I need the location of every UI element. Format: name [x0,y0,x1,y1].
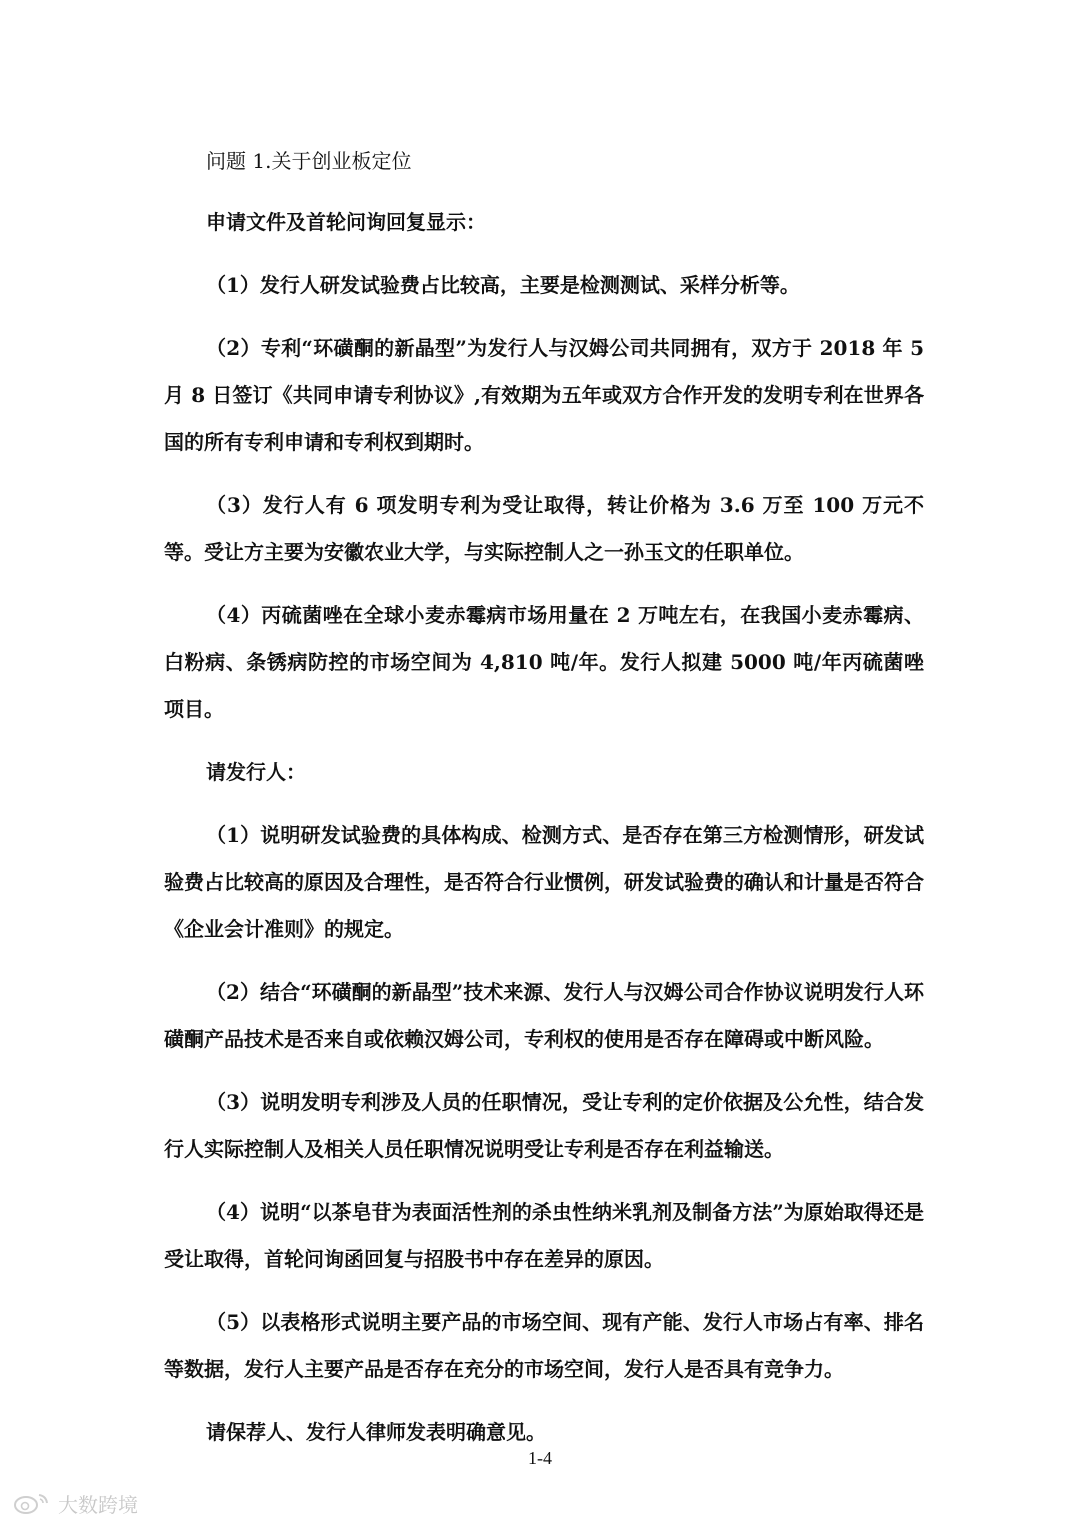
section-heading: 问题 1.关于创业板定位 [206,149,412,173]
paragraph-request-3: （3）说明发明专利涉及人员的任职情况，受让专利的定价依据及公允性，结合发行人实际控制人及相关人员任职情况说明受让专利是否存在利益输送。 [164,1090,924,1161]
paragraph-intro: 申请文件及首轮问询回复显示： [206,210,486,234]
paragraph-item-1: （1）发行人研发试验费占比较高，主要是检测测试、采样分析等。 [206,273,800,297]
weibo-logo-icon [12,1491,52,1515]
watermark-text: 大数跨境 [58,1492,138,1517]
paragraph-request-4: （4）说明“以茶皂苷为表面活性剂的杀虫性纳米乳剂及制备方法”为原始取得还是受让取得，首轮问询函回复与招股书中存在差异的原因。 [164,1200,924,1271]
paragraph-item-4: （4）丙硫菌唑在全球小麦赤霉病市场用量在 2 万吨左右，在我国小麦赤霉病、白粉病、条锈病防控的市场空间为 4,810 吨/年。发行人拟建 5000 吨/年丙硫菌唑项目。 [164,603,924,721]
paragraph-item-2: （2）专利“环磺酮的新晶型”为发行人与汉姆公司共同拥有，双方于 2018 年 5 月 8 日签订《共同申请专利协议》,有效期为五年或双方合作开发的发明专利在世界各国的所有专利申请和专利权到期时。 [164,336,924,454]
paragraph-closing: 请保荐人、发行人律师发表明确意见。 [206,1420,546,1444]
paragraph-item-3: （3）发行人有 6 项发明专利为受让取得，转让价格为 3.6 万至 100 万元不等。受让方主要为安徽农业大学，与实际控制人之一孙玉文的任职单位。 [164,493,924,564]
document-body [164,138,924,1472]
paragraph-request-5: （5）以表格形式说明主要产品的市场空间、现有产能、发行人市场占有率、排名等数据，发行人主要产品是否存在充分的市场空间，发行人是否具有竞争力。 [164,1310,924,1381]
page-number: 1-4 [528,1448,552,1468]
watermark [12,1488,138,1518]
paragraph-request-1: （1）说明研发试验费的具体构成、检测方式、是否存在第三方检测情形，研发试验费占比较高的原因及合理性，是否符合行业惯例，研发试验费的确认和计量是否符合《企业会计准则》的规定。 [164,823,924,941]
paragraph-request-2: （2）结合“环磺酮的新晶型”技术来源、发行人与汉姆公司合作协议说明发行人环磺酮产品技术是否来自或依赖汉姆公司，专利权的使用是否存在障碍或中断风险。 [164,980,924,1051]
paragraph-request: 请发行人： [206,760,306,784]
